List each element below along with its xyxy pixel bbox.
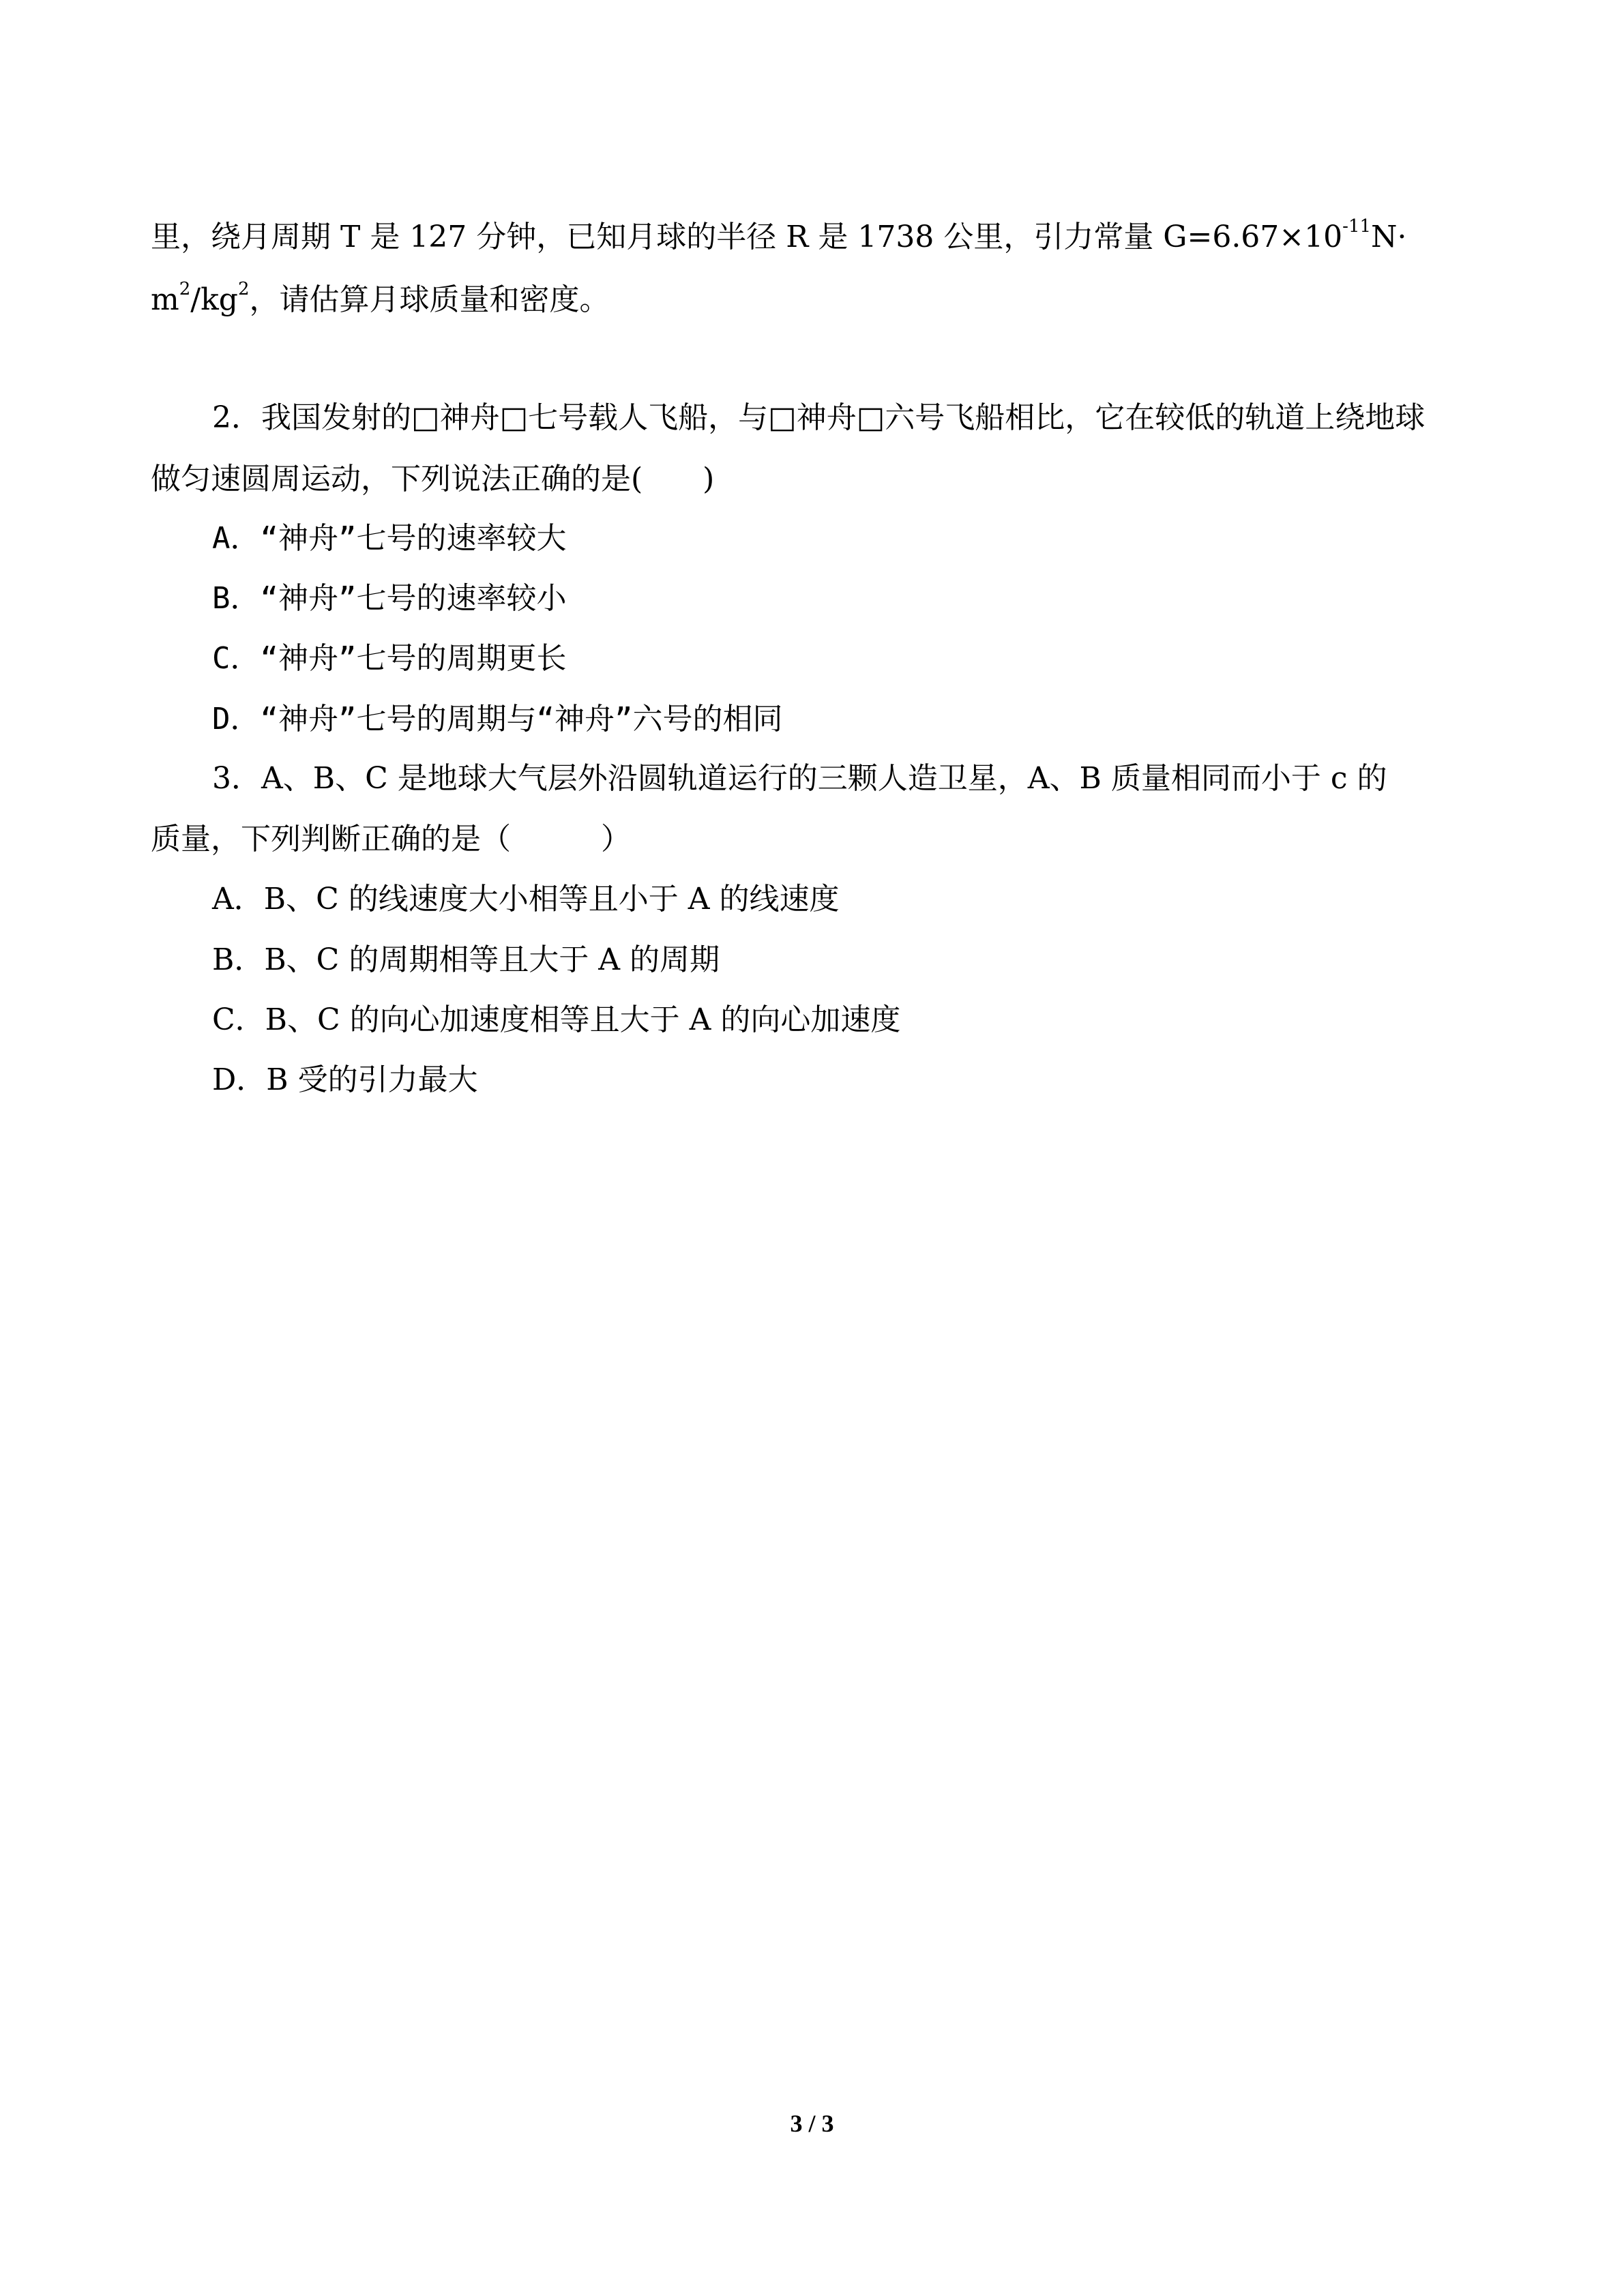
q2-option-a: A．“神舟”七号的速率较大 <box>212 521 567 556</box>
q1-line2-text: ，请估算月球质量和密度。 <box>249 282 610 317</box>
q3-option-c: C．B、C 的向心加速度相等且大于 A 的向心加速度 <box>212 1002 901 1037</box>
page-number: 3 / 3 <box>790 2110 834 2137</box>
q2-stem-line-2: 做匀速圆周运动，下列说法正确的是( ) <box>151 462 715 496</box>
q1-continuation-line-1 <box>151 217 1407 258</box>
q1-continuation-line-2 <box>151 280 609 320</box>
q1-exponent: -11 <box>1342 216 1372 237</box>
q1-line1-text: 里，绕月周期 T 是 127 分钟，已知月球的半径 R 是 1738 公里，引力常量 G=6.67×10 <box>151 220 1343 254</box>
q2-option-b: B．“神舟”七号的速率较小 <box>212 581 567 616</box>
q1-unit-exp-2: 2 <box>237 279 250 300</box>
q1-unit-m: m <box>151 282 179 317</box>
q1-line1-unit: N· <box>1371 220 1407 254</box>
q1-unit-kg: /kg <box>190 282 238 317</box>
q3-option-b: B．B、C 的周期相等且大于 A 的周期 <box>212 942 720 977</box>
q2-option-c: C．“神舟”七号的周期更长 <box>212 641 567 676</box>
q3-stem-line-2: 质量，下列判断正确的是（ ） <box>151 822 631 856</box>
q2-stem-line-1: 2．我国发射的□神舟□七号载人飞船，与□神舟□六号飞船相比，它在较低的轨道上绕地球 <box>212 400 1426 435</box>
q3-stem-line-1: 3．A、B、C 是地球大气层外沿圆轨道运行的三颗人造卫星，A、B 质量相同而小于 c 的 <box>212 761 1387 796</box>
q3-option-d: D．B 受的引力最大 <box>212 1062 478 1097</box>
q2-option-d: D．“神舟”七号的周期与“神舟”六号的相同 <box>212 702 783 736</box>
q3-option-a: A．B、C 的线速度大小相等且小于 A 的线速度 <box>212 882 840 916</box>
q1-unit-exp-1: 2 <box>179 279 191 300</box>
